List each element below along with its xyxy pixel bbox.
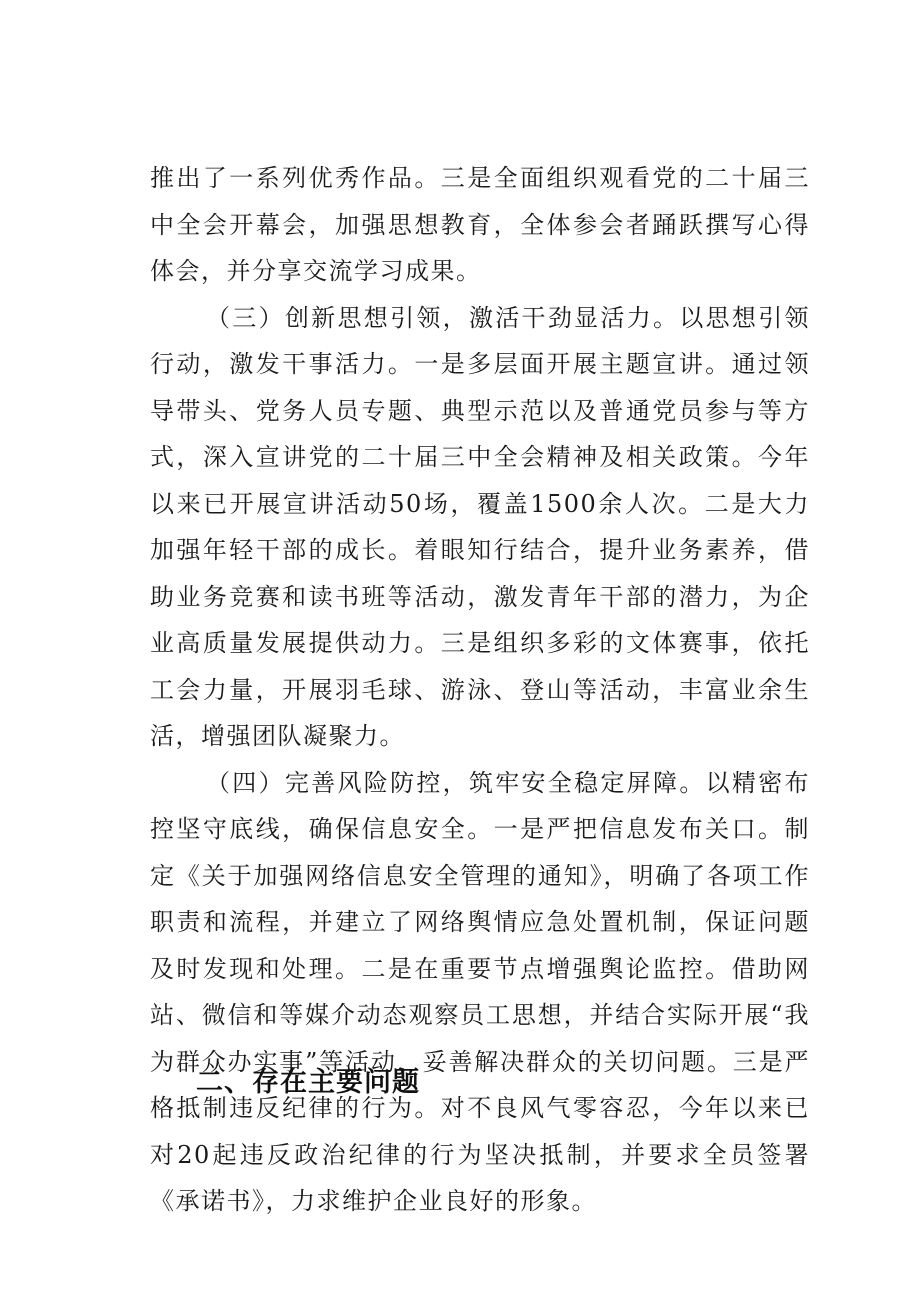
paragraph-continued: 推出了一系列优秀作品。三是全面组织观看党的二十届三中全会开幕会，加强思想教育，全体参会者踊跃撰写心得体会，并分享交流学习成果。 <box>150 164 810 285</box>
paragraph-section-four: （四）完善风险防控，筑牢安全稳定屏障。以精密布控坚守底线，确保信息安全。一是严把信息发布关口。制定《关于加强网络信息安全管理的通知》，明确了各项工作职责和流程，并建立了网络舆情应急处置机制，保证问题及时发现和处理。二是在重要节点增强舆论监控。借助网站、微信和等媒介动态观察员工思想，并结合实际开展“我为群众办实事”等活动，妥善解决群众的关切问题。三是严格抵制违反纪律的行为。对不良风气零容忍，今年以来已对20起违反政治纪律的行为坚决抵制，并要求全员签署《承诺书》，力求维护企业良好的形象。 <box>150 768 810 1215</box>
paragraph-section-three: （三）创新思想引领，激活干劲显活力。以思想引领行动，激发干事活力。一是多层面开展主题宣讲。通过领导带头、党务人员专题、典型示范以及普通党员参与等方式，深入宣讲党的二十届三中全会精神及相关政策。今年以来已开展宣讲活动50场，覆盖1500余人次。二是大力加强年轻干部的成长。着眼知行结合，提升业务素养，借助业务竞赛和读书班等活动，激发青年干部的潜力，为企业高质量发展提供动力。三是组织多彩的文体赛事，依托工会力量，开展羽毛球、游泳、登山等活动，丰富业余生活，增强团队凝聚力。 <box>150 303 810 750</box>
section-heading: 二、存在主要问题 <box>196 1067 420 1098</box>
